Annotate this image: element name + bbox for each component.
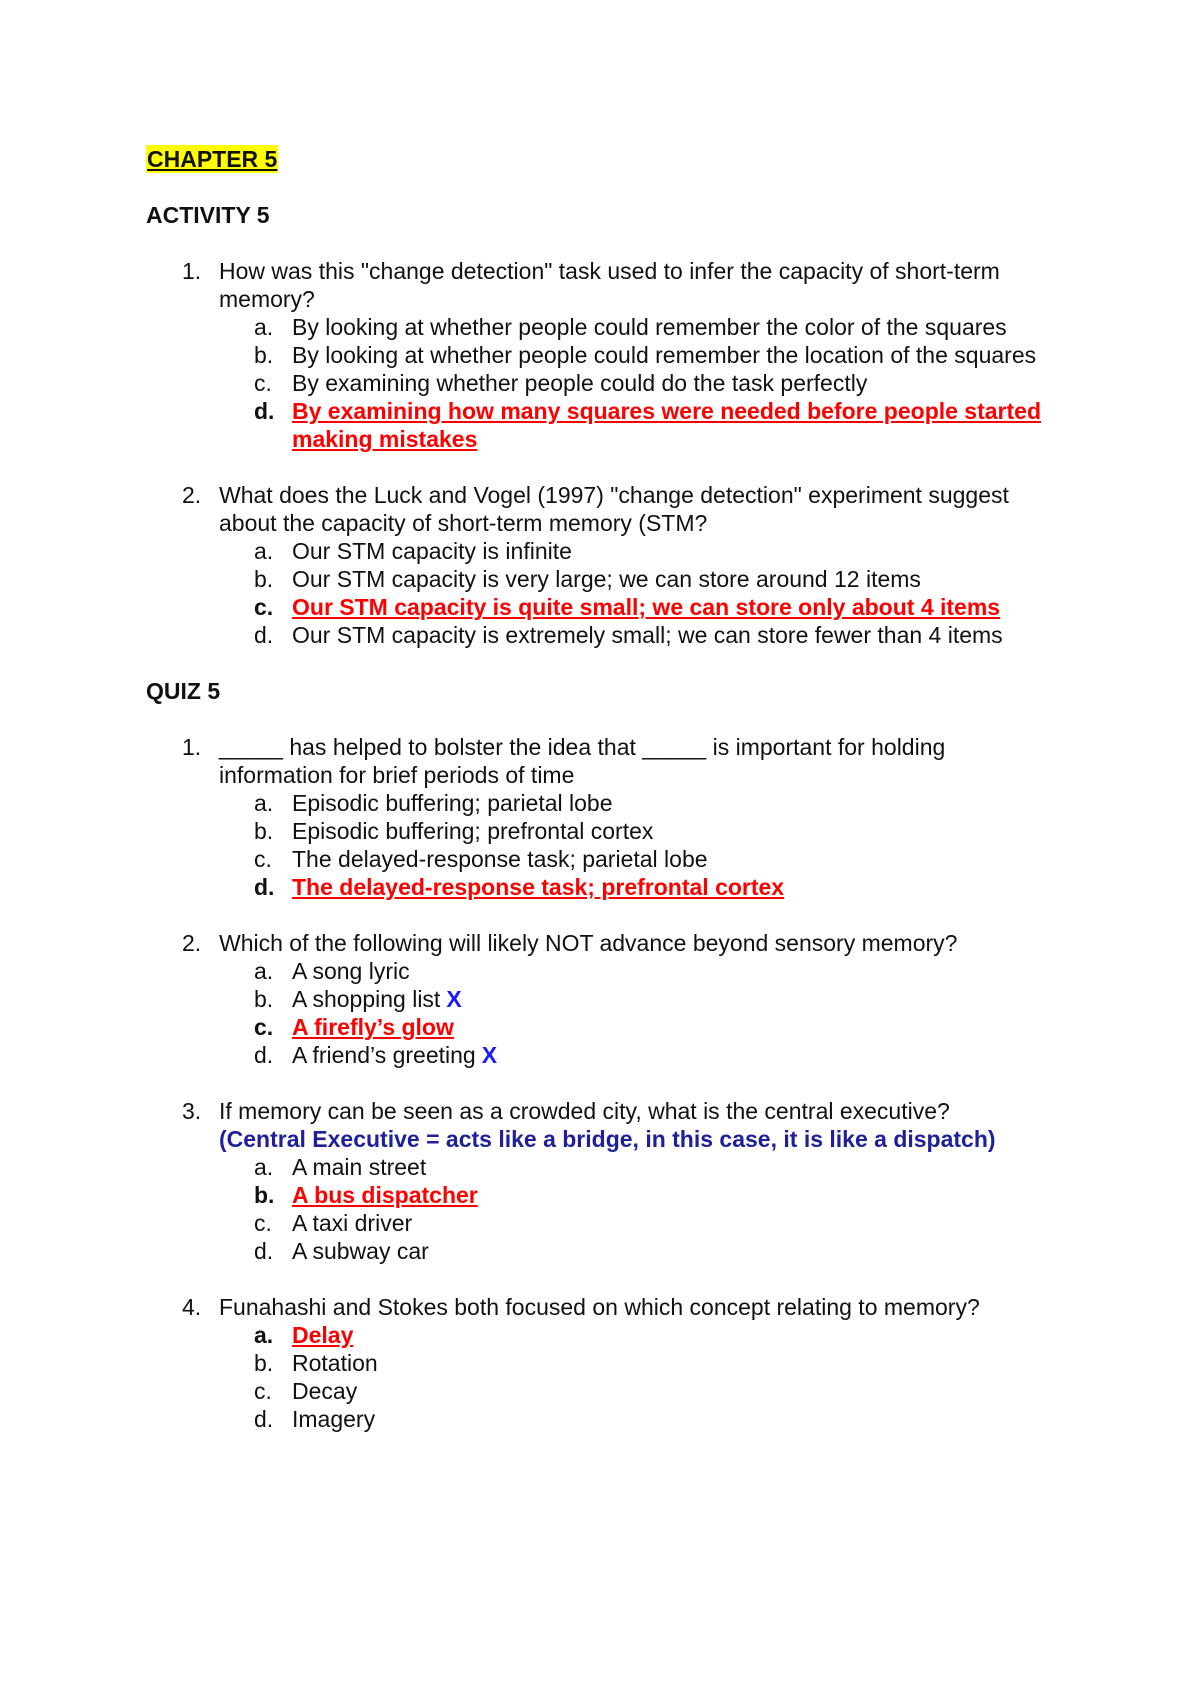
question: [146, 257, 1066, 313]
option-text: A main street: [292, 1154, 427, 1180]
correct-answer-option: [219, 873, 1066, 901]
option-letter: a.: [254, 958, 274, 984]
question-text: How was this "change detection" task used to infer the capacity of short-term memory?: [219, 258, 1000, 312]
option-text: By examining how many squares were needed before people started making mistakes: [292, 398, 1042, 452]
chapter-heading: CHAPTER 5: [147, 146, 278, 172]
answer-option: [219, 1041, 1066, 1069]
answer-option: [219, 1349, 1066, 1377]
question: [146, 1293, 1066, 1321]
correct-answer-option: [219, 593, 1066, 621]
question-number: 3.: [182, 1098, 202, 1124]
option-letter: c.: [254, 594, 274, 620]
option-letter: b.: [254, 986, 274, 1012]
question: [146, 929, 1066, 957]
question-text: What does the Luck and Vogel (1997) "change detection" experiment suggest about the capacity of short-term memory (STM?: [219, 482, 1009, 536]
option-text: Imagery: [292, 1406, 376, 1432]
option-text: A friend’s greeting: [292, 1042, 476, 1068]
option-letter: a.: [254, 314, 274, 340]
option-letter: d.: [254, 622, 274, 648]
option-letter: a.: [254, 790, 274, 816]
option-text: The delayed-response task; parietal lobe: [292, 846, 708, 872]
option-letter: c.: [254, 1378, 272, 1404]
question: [146, 1097, 1066, 1153]
option-text: Our STM capacity is extremely small; we can store fewer than 4 items: [292, 622, 1003, 648]
answer-option: [219, 537, 1066, 565]
correct-answer-option: [219, 1013, 1066, 1041]
option-text: Episodic buffering; prefrontal cortex: [292, 818, 654, 844]
answer-option: [219, 341, 1066, 369]
option-letter: b.: [254, 566, 274, 592]
option-letter: d.: [254, 398, 275, 424]
question-number: 2.: [182, 482, 202, 508]
answer-option: [219, 1153, 1066, 1181]
answer-option: [219, 1405, 1066, 1433]
option-text: Our STM capacity is very large; we can store around 12 items: [292, 566, 921, 592]
option-text-row: [292, 985, 1042, 1013]
option-text: A firefly’s glow: [292, 1014, 454, 1040]
option-letter: a.: [254, 1154, 274, 1180]
correct-answer-option: [219, 1181, 1066, 1209]
answer-option: [219, 957, 1066, 985]
answer-option: [219, 817, 1066, 845]
question-number: 2.: [182, 930, 202, 956]
answer-option: [219, 789, 1066, 817]
question-text: Which of the following will likely NOT advance beyond sensory memory?: [219, 930, 958, 956]
correct-answer-option: [219, 397, 1066, 453]
answer-option: [219, 1209, 1066, 1237]
answer-option: [219, 313, 1066, 341]
annotation-note: (Central Executive = acts like a bridge, in this case, it is like a dispatch): [219, 1126, 996, 1152]
question: [146, 481, 1066, 537]
option-letter: d.: [254, 874, 275, 900]
question-number: 1.: [182, 258, 202, 284]
option-letter: b.: [254, 1182, 275, 1208]
option-letter: a.: [254, 1322, 274, 1348]
option-text: A shopping list: [292, 986, 441, 1012]
option-letter: b.: [254, 1350, 274, 1376]
option-text: A bus dispatcher: [292, 1182, 478, 1208]
option-letter: a.: [254, 538, 274, 564]
option-text: By looking at whether people could remember the location of the squares: [292, 342, 1037, 368]
option-letter: c.: [254, 370, 272, 396]
option-letter: c.: [254, 846, 272, 872]
option-letter: d.: [254, 1042, 274, 1068]
activity-title: ACTIVITY 5: [146, 202, 270, 228]
answer-option: [219, 1377, 1066, 1405]
question-text: Funahashi and Stokes both focused on which concept relating to memory?: [219, 1294, 980, 1320]
option-text: By examining whether people could do the task perfectly: [292, 370, 868, 396]
option-text: Decay: [292, 1378, 358, 1404]
option-text: By looking at whether people could remember the color of the squares: [292, 314, 1007, 340]
option-text: Our STM capacity is quite small; we can store only about 4 items: [292, 594, 1001, 620]
option-text-row: [292, 1041, 1042, 1069]
question-number: 1.: [182, 734, 202, 760]
answer-option: [219, 565, 1066, 593]
question-body: [219, 1097, 1039, 1153]
wrong-mark: X: [446, 986, 462, 1012]
question: [146, 733, 1066, 789]
quiz-title: QUIZ 5: [146, 678, 221, 704]
option-text: A song lyric: [292, 958, 410, 984]
question-number: 4.: [182, 1294, 202, 1320]
option-text: Episodic buffering; parietal lobe: [292, 790, 613, 816]
option-text: Our STM capacity is infinite: [292, 538, 572, 564]
answer-option: [219, 985, 1066, 1013]
question-text: _____ has helped to bolster the idea that _____ is important for holding information for brief periods of time: [219, 734, 946, 788]
option-text: A taxi driver: [292, 1210, 413, 1236]
option-text: Delay: [292, 1322, 354, 1348]
option-letter: b.: [254, 818, 274, 844]
document-content: [146, 145, 1066, 1433]
answer-option: [219, 621, 1066, 649]
wrong-mark: X: [481, 1042, 498, 1068]
option-text: The delayed-response task; prefrontal cortex: [292, 874, 785, 900]
answer-option: [219, 845, 1066, 873]
question-text: If memory can be seen as a crowded city, what is the central executive?: [219, 1098, 950, 1124]
answer-option: [219, 369, 1066, 397]
option-letter: d.: [254, 1238, 274, 1264]
option-text: A subway car: [292, 1238, 429, 1264]
option-letter: c.: [254, 1014, 274, 1040]
correct-answer-option: [219, 1321, 1066, 1349]
option-letter: b.: [254, 342, 274, 368]
option-letter: c.: [254, 1210, 272, 1236]
answer-option: [219, 1237, 1066, 1265]
option-text: Rotation: [292, 1350, 378, 1376]
option-letter: d.: [254, 1406, 274, 1432]
